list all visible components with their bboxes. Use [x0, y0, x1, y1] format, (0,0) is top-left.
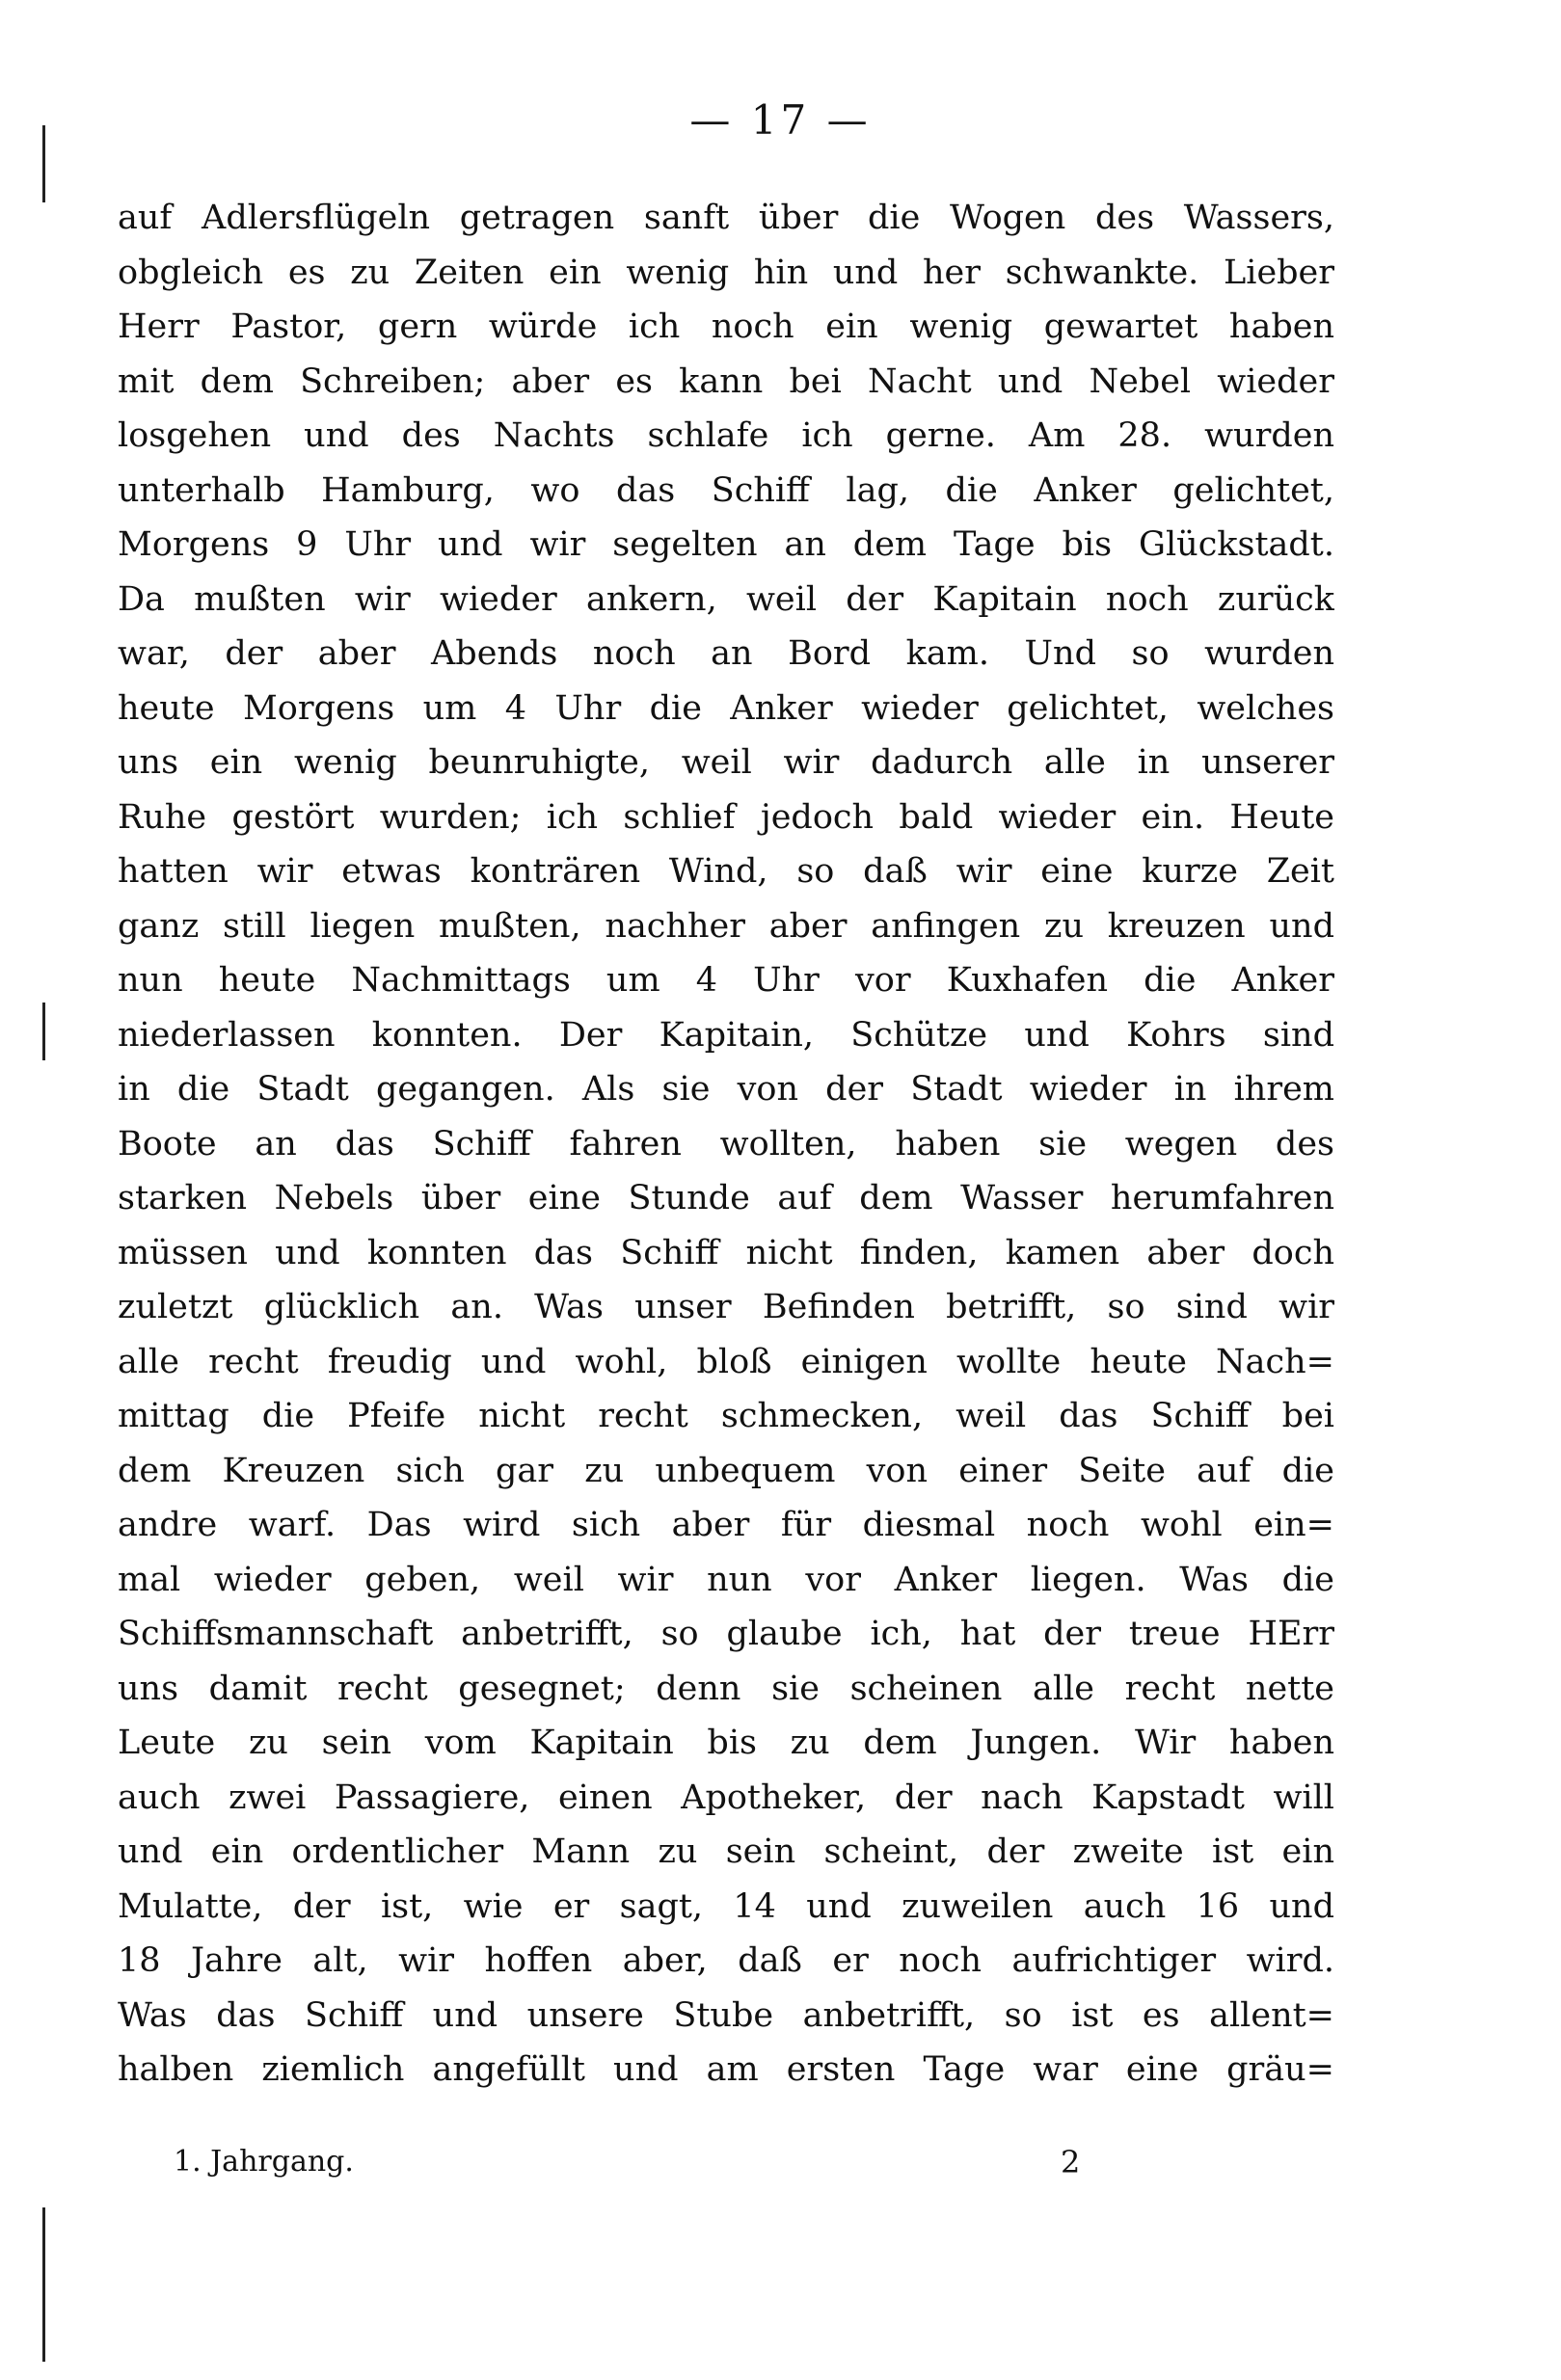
- text-line: müssen und konnten das Schiff nicht finden, kamen aber doch: [118, 1233, 1334, 1272]
- text-line: auf Adlersflügeln getragen sanft über die Wogen des Wassers,: [118, 199, 1334, 237]
- text-line: nun heute Nachmittags um 4 Uhr vor Kuxhafen die Anker: [118, 961, 1334, 1000]
- page-number: — 17 —: [689, 96, 872, 144]
- text-line: uns ein wenig beunruhigte, weil wir dadurch alle in unserer: [118, 743, 1334, 782]
- text-line: alle recht freudig und wohl, bloß einigen wollte heute Nach=: [118, 1342, 1334, 1381]
- text-line: andre warf. Das wird sich aber für diesmal noch wohl ein=: [118, 1506, 1334, 1544]
- text-line: 18 Jahre alt, wir hoffen aber, daß er noch aufrichtiger wird.: [118, 1941, 1334, 1980]
- text-line: unterhalb Hamburg, wo das Schiff lag, die Anker gelichtet,: [118, 470, 1334, 510]
- text-line: uns damit recht gesegnet; denn sie scheinen alle recht nette: [118, 1669, 1334, 1708]
- text-line: dem Kreuzen sich gar zu unbequem von einer Seite auf die: [118, 1451, 1334, 1490]
- text-line: in die Stadt gegangen. Als sie von der Stadt wieder in ihrem: [118, 1070, 1334, 1109]
- signature-mark: 1. Jahrgang.: [174, 2145, 354, 2179]
- page-footer: [0, 2138, 1561, 2186]
- text-line: Schiffsmannschaft anbetrifft, so glaube ich, hat der treue HErr: [118, 1615, 1334, 1653]
- text-line: und ein ordentlicher Mann zu sein scheint, der zweite ist ein: [118, 1832, 1334, 1871]
- text-line: Leute zu sein vom Kapitain bis zu dem Jungen. Wir haben: [118, 1724, 1334, 1762]
- body-text: [118, 191, 1334, 2098]
- text-line: Boote an das Schiff fahren wollten, haben sie wegen des: [118, 1124, 1334, 1163]
- text-line: niederlassen konnten. Der Kapitain, Schütze und Kohrs sind: [118, 1015, 1334, 1055]
- text-line: losgehen und des Nachts schlafe ich gerne. Am 28. wurden: [118, 416, 1334, 455]
- text-line: Ruhe gestört wurden; ich schlief jedoch bald wieder ein. Heute: [118, 797, 1334, 837]
- scan-edge-mark: [42, 1003, 45, 1060]
- text-line: obgleich es zu Zeiten ein wenig hin und her schwankte. Lieber: [118, 253, 1334, 292]
- scan-edge-mark: [42, 2207, 45, 2362]
- text-line: mittag die Pfeife nicht recht schmecken, weil das Schiff bei: [118, 1397, 1334, 1435]
- text-line: mit dem Schreiben; aber es kann bei Nacht und Nebel wieder: [118, 361, 1334, 401]
- text-line: Was das Schiff und unsere Stube anbetrifft, so ist es allent=: [118, 1995, 1334, 2035]
- text-line: Da mußten wir wieder ankern, weil der Kapitain noch zurück: [118, 579, 1334, 619]
- text-line: ganz still liegen mußten, nachher aber anfingen zu kreuzen und: [118, 906, 1334, 946]
- text-line: war, der aber Abends noch an Bord kam. Und so wurden: [118, 634, 1334, 673]
- text-line: auch zwei Passagiere, einen Apotheker, der nach Kapstadt will: [118, 1778, 1334, 1817]
- text-line: halben ziemlich angefüllt und am ersten Tage war eine gräu=: [118, 2050, 1334, 2089]
- text-line: zuletzt glücklich an. Was unser Befinden betrifft, so sind wir: [118, 1288, 1334, 1326]
- text-line: Morgens 9 Uhr und wir segelten an dem Tage bis Glückstadt.: [118, 525, 1334, 564]
- text-line: Herr Pastor, gern würde ich noch ein wenig gewartet haben: [118, 308, 1334, 346]
- text-line: hatten wir etwas konträren Wind, so daß wir eine kurze Zeit: [118, 852, 1334, 891]
- sheet-number: 2: [1061, 2144, 1081, 2180]
- text-line: heute Morgens um 4 Uhr die Anker wieder gelichtet, welches: [118, 688, 1334, 728]
- text-line: starken Nebels über eine Stunde auf dem Wasser herumfahren: [118, 1179, 1334, 1217]
- text-line: Mulatte, der ist, wie er sagt, 14 und zuweilen auch 16 und: [118, 1886, 1334, 1926]
- text-line: mal wieder geben, weil wir nun vor Anker liegen. Was die: [118, 1560, 1334, 1599]
